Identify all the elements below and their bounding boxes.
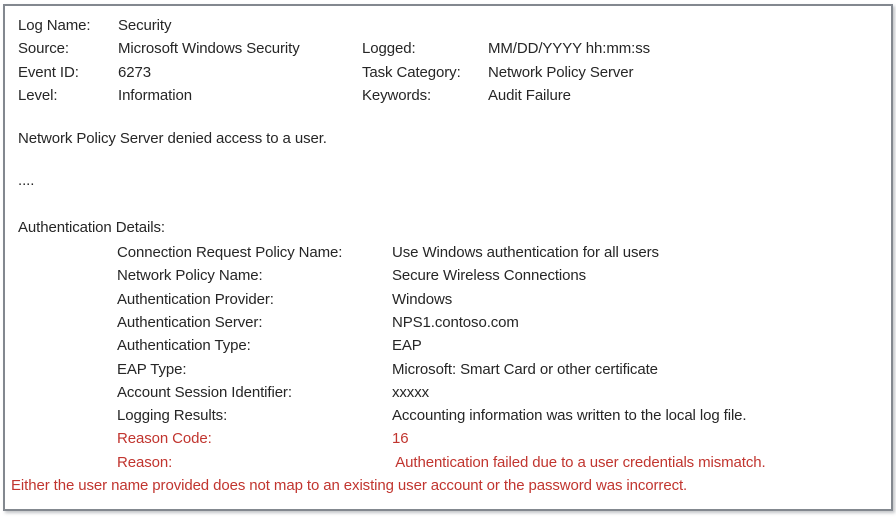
detail-label: Authentication Provider: <box>117 290 274 308</box>
task-category-value: Network Policy Server <box>488 63 634 81</box>
detail-row-reason-code <box>18 427 878 450</box>
detail-label: Network Policy Name: <box>117 267 263 285</box>
detail-value: Secure Wireless Connections <box>392 267 587 285</box>
header-empty-value <box>488 14 878 37</box>
logged-value: MM/DD/YYYY hh:mm:ss <box>488 40 651 58</box>
task-category-label: Task Category: <box>362 63 461 81</box>
detail-value: 16 <box>392 430 409 448</box>
detail-value: Authentication failed due to a user credentials mismatch. <box>392 453 766 471</box>
source-label: Source: <box>18 40 69 58</box>
detail-row-eap-type <box>18 358 878 381</box>
detail-label: EAP Type: <box>117 360 187 378</box>
header-row-log-name <box>18 14 878 37</box>
keywords-label: Keywords: <box>362 86 432 104</box>
detail-row-authentication-server <box>18 311 878 334</box>
header-row-event-id <box>18 61 878 84</box>
event-id-value: 6273 <box>118 63 151 81</box>
detail-label: Connection Request Policy Name: <box>117 244 343 262</box>
authentication-details-list <box>18 241 878 474</box>
event-description: Network Policy Server denied access to a user. <box>18 130 327 148</box>
header-row-source <box>18 37 878 60</box>
logged-label: Logged: <box>362 40 416 58</box>
detail-row-network-policy-name <box>18 264 878 287</box>
authentication-details-heading: Authentication Details: <box>18 218 165 236</box>
detail-value: Microsoft: Smart Card or other certificate <box>392 360 658 378</box>
detail-value: Windows <box>392 290 453 308</box>
header-row-level <box>18 84 878 107</box>
detail-value: Accounting information was written to the local log file. <box>392 407 747 425</box>
detail-label: Logging Results: <box>117 407 228 425</box>
omitted-text-ellipsis: .... <box>18 172 35 190</box>
detail-label: Reason: <box>117 453 173 471</box>
log-name-label: Log Name: <box>18 17 91 34</box>
detail-value: NPS1.contoso.com <box>392 313 519 331</box>
detail-row-authentication-type <box>18 334 878 357</box>
log-name-value: Security <box>118 17 172 34</box>
detail-row-authentication-provider <box>18 288 878 311</box>
detail-value: Use Windows authentication for all users <box>392 244 659 262</box>
detail-value: EAP <box>392 337 422 355</box>
source-value: Microsoft Windows Security <box>118 40 300 58</box>
event-log-panel <box>3 4 893 511</box>
header-empty-label <box>362 14 488 37</box>
detail-row-logging-results <box>18 404 878 427</box>
detail-row-account-session-identifier <box>18 381 878 404</box>
keywords-value: Audit Failure <box>488 86 571 104</box>
reason-continuation-text: Either the user name provided does not map to an existing user account or the password was incorrect. <box>11 477 688 495</box>
event-id-label: Event ID: <box>18 63 79 81</box>
detail-label: Authentication Server: <box>117 313 263 331</box>
level-value: Information <box>118 86 192 104</box>
detail-label: Reason Code: <box>117 430 212 448</box>
detail-label: Authentication Type: <box>117 337 251 355</box>
detail-row-connection-request-policy <box>18 241 878 264</box>
detail-label: Account Session Identifier: <box>117 383 292 401</box>
detail-row-reason <box>18 451 878 474</box>
detail-value: xxxxx <box>392 383 430 401</box>
level-label: Level: <box>18 86 58 104</box>
event-header <box>18 14 878 107</box>
